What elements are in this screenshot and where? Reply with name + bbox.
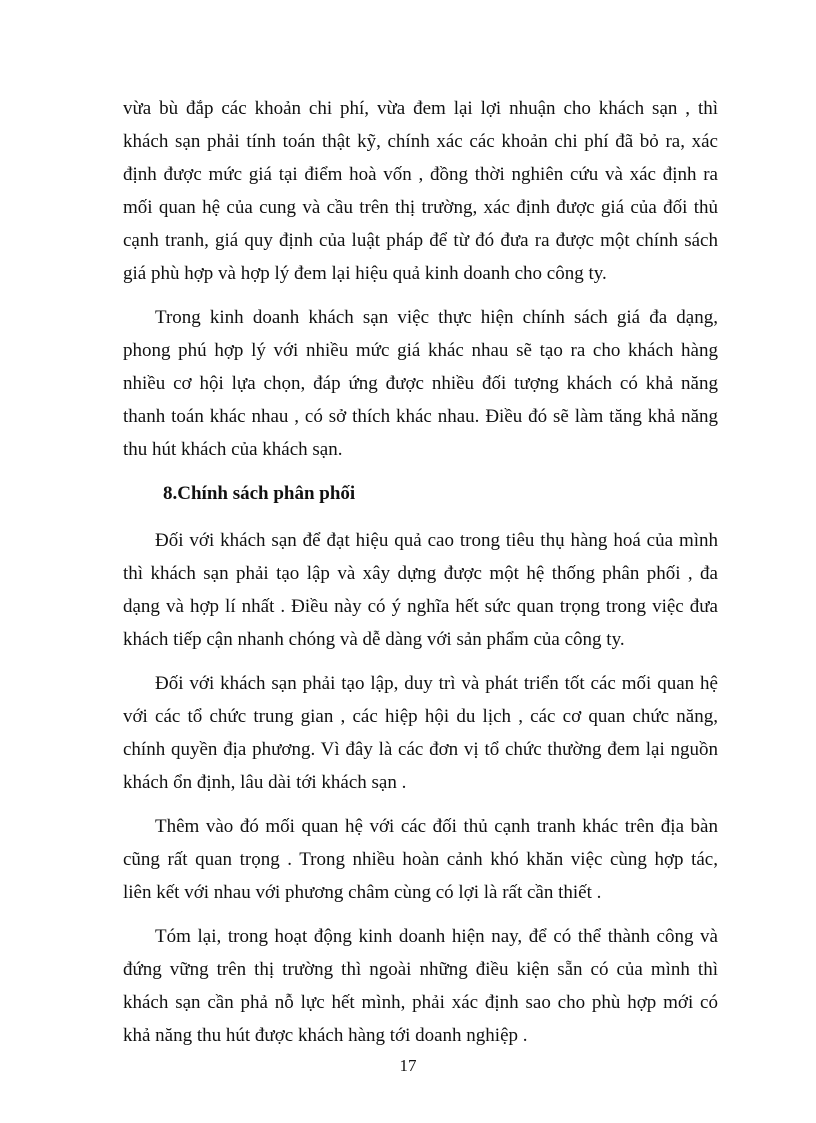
- text-line: nhiều cơ hội lựa chọn, đáp ứng được nhiều đối tượng khách có khả năng: [123, 373, 718, 394]
- text-line: Thêm vào đó mối quan hệ với các đối thủ cạnh tranh khác trên địa bàn: [155, 816, 718, 837]
- document-page: [123, 92, 718, 1063]
- text-line: thanh toán khác nhau , có sở thích khác nhau. Điều đó sẽ làm tăng khả năng: [123, 406, 718, 427]
- text-line: thì khách sạn phải tạo lập và xây dựng được một hệ thống phân phối , đa: [123, 563, 718, 584]
- text-line: khách sạn cần phả nỗ lực hết mình, phải xác định sao cho phù hợp mới có: [123, 992, 718, 1013]
- text-line: cũng rất quan trọng . Trong nhiều hoàn cảnh khó khăn việc cùng hợp tác,: [123, 849, 718, 870]
- text-line: liên kết với nhau với phương châm cùng có lợi là rất cần thiết .: [123, 882, 602, 903]
- text-line: Đối với khách sạn để đạt hiệu quả cao trong tiêu thụ hàng hoá của mình: [155, 530, 718, 551]
- paragraph-relationships: [123, 667, 718, 799]
- text-line: giá phù hợp và hợp lý đem lại hiệu quả kinh doanh cho công ty.: [123, 263, 607, 284]
- paragraph-pricing-continuation: [123, 92, 718, 290]
- text-line: định được mức giá tại điểm hoà vốn , đồng thời nghiên cứu và xác định ra: [123, 164, 718, 185]
- text-line: Trong kinh doanh khách sạn việc thực hiện chính sách giá đa dạng,: [155, 307, 718, 328]
- text-line: Tóm lại, trong hoạt động kinh doanh hiện nay, để có thể thành công và: [155, 926, 718, 947]
- text-line: thu hút khách của khách sạn.: [123, 439, 343, 460]
- text-line: Đối với khách sạn phải tạo lập, duy trì và phát triển tốt các mối quan hệ: [155, 673, 718, 694]
- paragraph-distribution-system: [123, 524, 718, 656]
- text-line: khách sạn phải tính toán thật kỹ, chính xác các khoản chi phí đã bỏ ra, xác: [123, 131, 718, 152]
- text-line: khách ổn định, lâu dài tới khách sạn .: [123, 772, 407, 793]
- text-line: cạnh tranh, giá quy định của luật pháp để từ đó đưa ra được một chính sách: [123, 230, 718, 251]
- text-line: khả năng thu hút được khách hàng tới doanh nghiệp .: [123, 1025, 528, 1046]
- section-heading: 8.Chính sách phân phối: [163, 483, 356, 504]
- text-line: với các tổ chức trung gian , các hiệp hội du lịch , các cơ quan chức năng,: [123, 706, 718, 727]
- page-number: 17: [399, 1056, 417, 1075]
- text-line: khách tiếp cận nhanh chóng và dễ dàng với sản phẩm của công ty.: [123, 629, 625, 650]
- paragraph-competitors: [123, 810, 718, 909]
- text-line: mối quan hệ của cung và cầu trên thị trường, xác định được giá của đối thủ: [123, 197, 718, 218]
- text-line: dạng và hợp lí nhất . Điều này có ý nghĩa hết sức quan trọng trong việc đưa: [123, 596, 718, 617]
- text-line: chính quyền địa phương. Vì đây là các đơn vị tổ chức thường đem lại nguồn: [123, 739, 718, 760]
- text-line: phong phú hợp lý với nhiều mức giá khác nhau sẽ tạo ra cho khách hàng: [123, 340, 718, 361]
- text-line: đứng vững trên thị trường thì ngoài những điều kiện sẵn có của mình thì: [123, 959, 718, 980]
- text-line: vừa bù đắp các khoản chi phí, vừa đem lại lợi nhuận cho khách sạn , thì: [123, 98, 718, 119]
- paragraph-diverse-pricing: [123, 301, 718, 466]
- paragraph-conclusion: [123, 920, 718, 1052]
